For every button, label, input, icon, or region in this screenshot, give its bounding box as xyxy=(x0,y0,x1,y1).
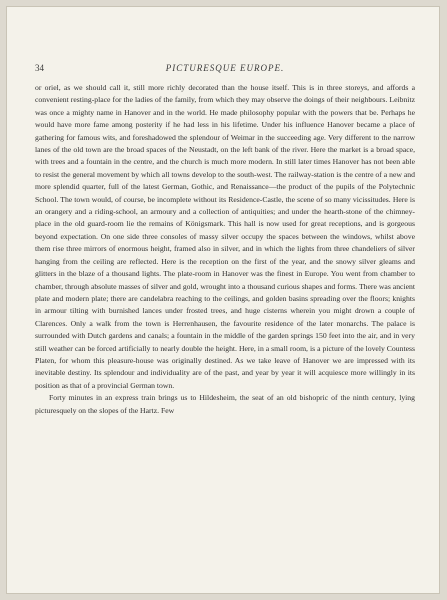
paragraph-1: or oriel, as we should call it, still more richly decorated than the house itself. This is in three storeys, and affords a convenient resting-place for the ladies of the family, from which they may observe the doings of their neighbours. Leibnitz was once a mighty name in Hanover and in the world. He made philosophy popular with the powers that be. Perhaps he would have more fame among posterity if he had less in his lifetime. Under his influence Hanover became a place of gathering for famous wits, and foreshadowed the splendour of Weimar in the succeeding age. Very different to the narrow lanes of the old town are the broad spaces of the Neustadt, on the left bank of the river. Here the market is a broad space, with trees and a fountain in the centre, and the church is much more modern. In still later times Hanover has not been able to resist the general movement by which all towns develop to the south-west. The railway-station is the centre of a new and more splendid quarter, full of the latest German, Gothic, and Renaissance—the product of the pupils of the Polytechnic School. The town would, of course, be incomplete without its Residence-Castle, the scene of so many vicissitudes. Here is an orangery and a riding-school, an armoury and a collection of antiquities; and under the hearth-stone of the chimney-place in the old guard-room lie the remains of Königsmark. This hall is now used for great receptions, and is gorgeous beyond expectation. On one side three consoles of massy silver occupy the spaces between the windows, whilst above them rise three mirrors of enormous height, framed also in silver, and in which the lights from three chandeliers of silver hanging from the ceiling are reflected. Here is the reception on the first of the year, and the snowy silver gleams and glitters in the blaze of a thousand lights. The plate-room in Hanover was the finest in Europe. You went from chamber to chamber, through absolute masses of silver and gold, wrought into a thousand curious shapes and forms. There was ancient plate and modern plate; there are candelabra reaching to the ceilings, and golden basins spreading over the floors; knights in armour tilting with burnished lances under frosted trees, and huge cisterns wherein you might drown a couple of Clarences. Only a walk from the town is Herrenhausen, the favourite residence of the later monarchs. The palace is surrounded with Dutch gardens and canals; a fountain in the middle of the garden springs 150 feet into the air, and in very still weather can be forced artificially to nearly double the height. Here, in a small room, is a picture of the lovely Countess Platen, for whom this pleasure-house was originally destined. As we take leave of Hanover we are impressed with its inevitable destiny. Its splendour and individuality are of the past, and year by year it will acquiesce more willingly in its position as that of a provincial German town. xyxy=(35,83,415,390)
paragraph-2: Forty minutes in an express train brings us to Hildesheim, the seat of an old bishopric of the ninth century, lying picturesquely on the slopes of the Hartz. Few xyxy=(35,393,415,415)
body-text xyxy=(35,82,415,417)
page-header xyxy=(35,63,415,75)
book-page xyxy=(6,6,440,594)
page-number: 34 xyxy=(35,63,44,73)
running-title: PICTURESQUE EUROPE. xyxy=(165,63,285,73)
